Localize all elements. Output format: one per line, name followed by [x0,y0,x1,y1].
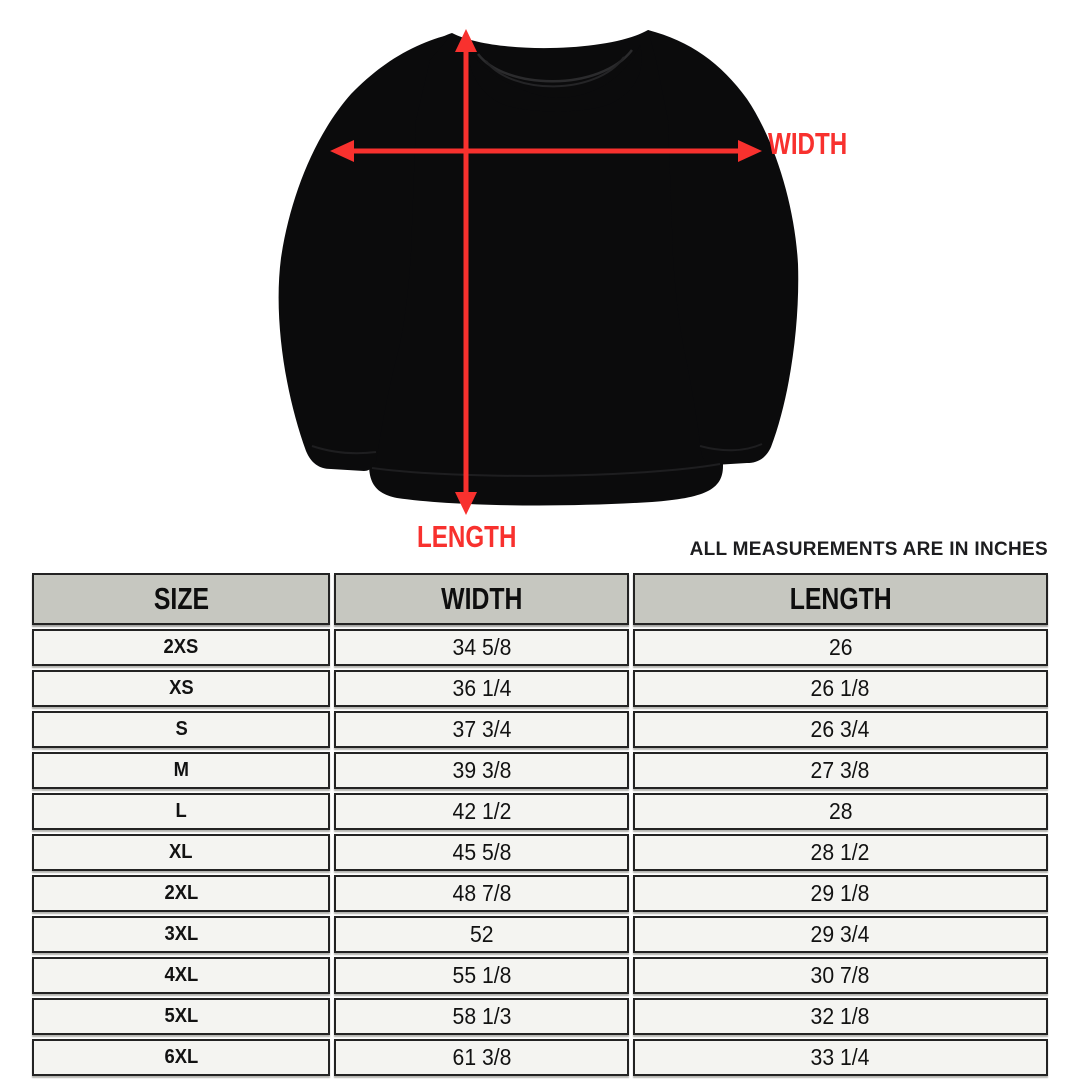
table-row [32,711,1048,748]
width-cell: 52 [334,916,628,953]
width-arrow-label-text: WIDTH [768,126,848,161]
measurements-note: ALL MEASUREMENTS ARE IN INCHES [689,539,1048,560]
table-row [32,793,1048,830]
column-header-size-text: SIZE [153,581,209,616]
table-row [32,998,1048,1035]
table-header-row [32,573,1048,625]
column-header-width-text: WIDTH [440,581,523,616]
size-cell: 2XS [32,629,330,666]
width-cell: 48 7/8 [334,875,628,912]
size-cell: XS [32,670,330,707]
length-cell: 33 1/4 [633,1039,1048,1076]
size-cell: L [32,793,330,830]
length-cell: 26 1/8 [633,670,1048,707]
length-cell: 27 3/8 [633,752,1048,789]
width-cell: 61 3/8 [334,1039,628,1076]
width-cell: 55 1/8 [334,957,628,994]
width-cell: 45 5/8 [334,834,628,871]
width-cell: 42 1/2 [334,793,628,830]
size-cell: M [32,752,330,789]
table-row [32,1039,1048,1076]
width-cell: 39 3/8 [334,752,628,789]
table-row [32,834,1048,871]
table-row [32,875,1048,912]
table-row [32,629,1048,666]
width-cell: 58 1/3 [334,998,628,1035]
length-cell: 28 1/2 [633,834,1048,871]
size-cell: 6XL [32,1039,330,1076]
size-cell: 3XL [32,916,330,953]
size-cell: S [32,711,330,748]
table-row [32,752,1048,789]
column-header-length-text: LENGTH [789,581,892,616]
length-arrow-label [387,519,547,554]
length-cell: 29 1/8 [633,875,1048,912]
size-cell: XL [32,834,330,871]
size-cell: 2XL [32,875,330,912]
table-row [32,957,1048,994]
length-cell: 26 [633,629,1048,666]
size-cell: 5XL [32,998,330,1035]
size-chart-table [28,569,1052,1080]
length-cell: 32 1/8 [633,998,1048,1035]
width-cell: 34 5/8 [334,629,628,666]
length-cell: 30 7/8 [633,957,1048,994]
length-arrow-label-text: LENGTH [417,519,517,554]
column-header-size [32,573,330,625]
column-header-length [633,573,1048,625]
width-cell: 36 1/4 [334,670,628,707]
table-row [32,916,1048,953]
size-cell: 4XL [32,957,330,994]
length-cell: 29 3/4 [633,916,1048,953]
column-header-width [334,573,628,625]
width-cell: 37 3/4 [334,711,628,748]
length-cell: 26 3/4 [633,711,1048,748]
width-arrow-label [768,126,870,161]
table-row [32,670,1048,707]
length-cell: 28 [633,793,1048,830]
